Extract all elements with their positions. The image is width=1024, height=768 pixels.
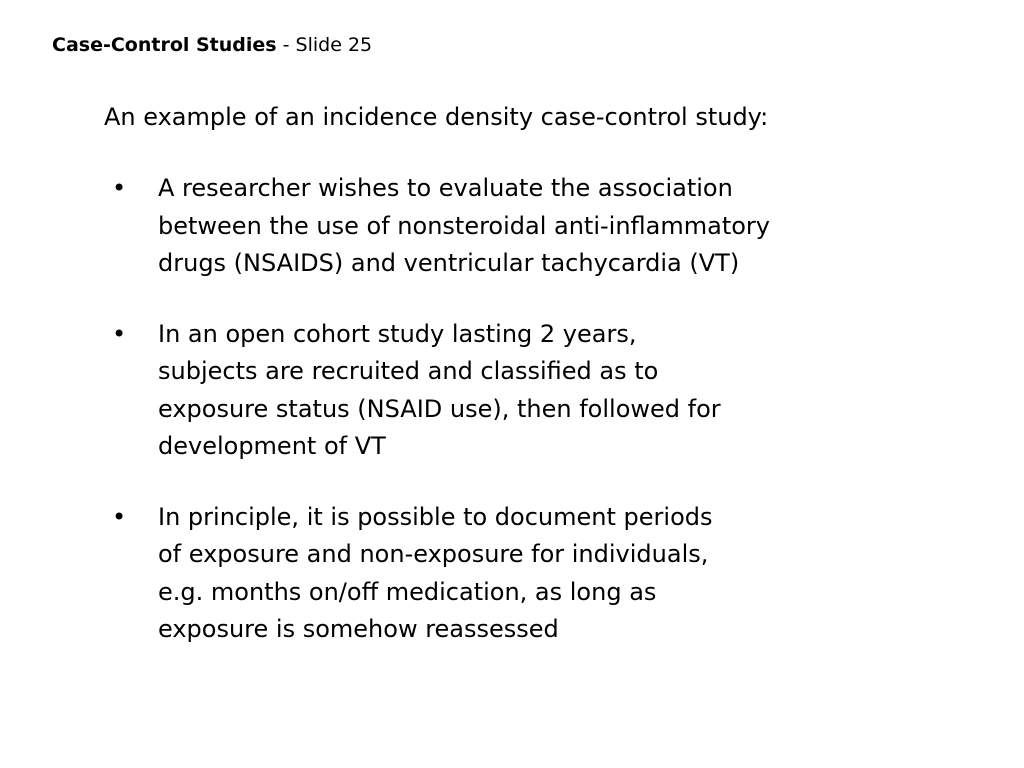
bullet-item xyxy=(104,316,924,466)
bullet-line: of exposure and non-exposure for individuals, xyxy=(158,540,709,568)
bullet-marker: • xyxy=(112,174,127,202)
bullet-line: In an open cohort study lasting 2 years, xyxy=(158,319,637,348)
bullet-line: subjects are recruited and classified as to xyxy=(158,357,659,385)
bullet-item xyxy=(104,499,924,649)
bullet-list xyxy=(104,170,924,649)
bullet-item xyxy=(104,170,924,283)
bullet-line: A researcher wishes to evaluate the association xyxy=(158,174,733,202)
bullet-marker: • xyxy=(112,319,127,348)
title-separator: - xyxy=(276,34,296,56)
slide-number: Slide 25 xyxy=(295,34,373,56)
bullet-line: In principle, it is possible to document periods xyxy=(158,502,713,531)
slide-title: Case-Control Studies xyxy=(52,34,277,56)
bullet-line: exposure is somehow reassessed xyxy=(158,615,559,643)
bullet-line: exposure status (NSAID use), then followed for xyxy=(158,394,721,423)
bullet-line: development of VT xyxy=(158,432,386,460)
intro-text: An example of an incidence density case-control study: xyxy=(104,103,769,131)
bullet-marker: • xyxy=(112,502,127,531)
bullet-line: drugs (NSAIDS) and ventricular tachycardia (VT) xyxy=(158,249,740,277)
slide-header xyxy=(52,33,372,57)
bullet-line: between the use of nonsteroidal anti-inflammatory xyxy=(158,211,770,240)
bullet-line: e.g. months on/off medication, as long as xyxy=(158,577,657,606)
